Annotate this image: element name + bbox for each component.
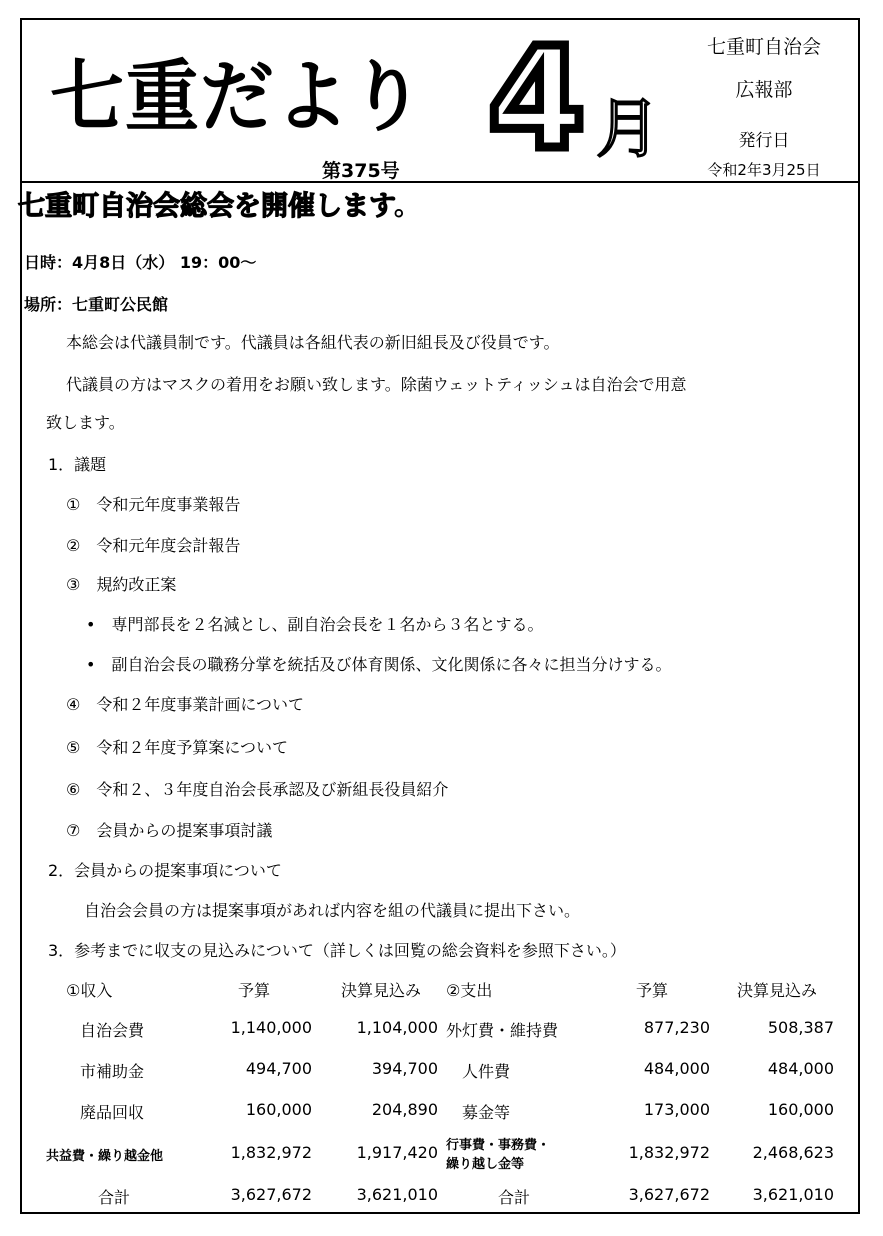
publish-label: 発行日 xyxy=(738,131,790,151)
expense-forecast-value: 2,468,623 xyxy=(752,1143,834,1162)
agenda-item: ④ 令和２年度事業計画について xyxy=(66,695,305,714)
paragraph-1: 本総会は代議員制です。代議員は各組代表の新旧組長及び役員です。 xyxy=(66,333,560,352)
expense-budget-value: 484,000 xyxy=(643,1059,710,1078)
expense-forecast-value: 508,387 xyxy=(767,1018,834,1037)
income-budget-value: 160,000 xyxy=(245,1100,312,1119)
expense-label: 募金等 xyxy=(462,1103,511,1122)
income-forecast-total: 3,621,010 xyxy=(356,1185,438,1204)
agenda-item: ⑤ 令和２年度予算案について xyxy=(66,738,289,757)
income-forecast-value: 1,104,000 xyxy=(356,1018,438,1037)
masthead xyxy=(22,20,858,183)
income-label: 自治会費 xyxy=(80,1021,145,1040)
expense-label-line1: 行事費・事務費・ xyxy=(446,1138,551,1153)
bullet-item: • 専門部長を２名減とし、副自治会長を１名から３名とする。 xyxy=(86,615,544,634)
headline-period: 。 xyxy=(393,191,421,222)
agenda-item: ① 令和元年度事業報告 xyxy=(66,495,241,514)
meeting-place: 場所：七重町公民館 xyxy=(24,295,169,314)
expense-budget-value: 1,832,972 xyxy=(628,1143,710,1162)
month-unit: 月 xyxy=(596,93,660,167)
publisher-dept: 広報部 xyxy=(735,79,793,101)
bullet-item: • 副自治会長の職務分掌を統括及び体育関係、文化関係に各々に担当分けする。 xyxy=(86,655,672,674)
section-agenda-heading: 1．議題 xyxy=(48,455,107,474)
section-budget-heading: 3．参考までに収支の見込みについて（詳しくは回覧の総会資料を参照下さい。） xyxy=(48,941,626,960)
article-headline xyxy=(18,184,421,223)
income-budget-total: 3,627,672 xyxy=(230,1185,312,1204)
income-label: 廃品回収 xyxy=(80,1103,145,1122)
expense-label: 人件費 xyxy=(462,1062,511,1081)
income-forecast-header: 決算見込み xyxy=(340,981,421,1000)
expense-forecast-value: 484,000 xyxy=(767,1059,834,1078)
month-emblem xyxy=(488,18,660,181)
issue-number: 第375号 xyxy=(322,160,400,182)
income-label: 共益費・繰り越金他 xyxy=(46,1149,164,1164)
expense-label-line2: 繰り越し金等 xyxy=(446,1157,525,1172)
expense-label: 外灯費・維持費 xyxy=(446,1021,559,1040)
expense-budget-header: 予算 xyxy=(635,981,668,1000)
expense-budget-total: 3,627,672 xyxy=(628,1185,710,1204)
headline-text: 七重町自治会総会を開催します xyxy=(18,191,394,222)
income-total-label: 合計 xyxy=(98,1188,131,1207)
publisher-block xyxy=(684,28,844,180)
agenda-item: ⑦ 会員からの提案事項討議 xyxy=(66,821,273,840)
income-forecast-value: 204,890 xyxy=(371,1100,438,1119)
income-header: ①収入 xyxy=(66,981,113,1000)
expense-total-label: 合計 xyxy=(498,1188,531,1207)
income-budget-header: 予算 xyxy=(237,981,270,1000)
expense-budget-value: 877,230 xyxy=(643,1018,710,1037)
income-forecast-value: 1,917,420 xyxy=(356,1143,438,1162)
income-forecast-value: 394,700 xyxy=(371,1059,438,1078)
publish-date: 令和2年3月25日 xyxy=(707,161,821,179)
expense-forecast-total: 3,621,010 xyxy=(752,1185,834,1204)
expense-header: ②支出 xyxy=(446,981,493,1000)
proposals-body: 自治会会員の方は提案事項があれば内容を組の代議員に提出下さい。 xyxy=(84,901,581,920)
publisher-org: 七重町自治会 xyxy=(706,36,821,58)
agenda-item: ③ 規約改正案 xyxy=(66,575,177,594)
income-budget-value: 1,832,972 xyxy=(230,1143,312,1162)
income-budget-value: 494,700 xyxy=(245,1059,312,1078)
expense-forecast-header: 決算見込み xyxy=(736,981,817,1000)
paragraph-2b: 致します。 xyxy=(46,413,125,432)
section-proposals-heading: 2．会員からの提案事項について xyxy=(48,861,282,880)
agenda-item: ⑥ 令和２、３年度自治会長承認及び新組長役員紹介 xyxy=(66,780,449,799)
income-budget-value: 1,140,000 xyxy=(230,1018,312,1037)
income-label: 市補助金 xyxy=(80,1062,145,1081)
agenda-item: ② 令和元年度会計報告 xyxy=(66,536,241,555)
expense-budget-value: 173,000 xyxy=(643,1100,710,1119)
expense-forecast-value: 160,000 xyxy=(767,1100,834,1119)
paragraph-2a: 代議員の方はマスクの着用をお願い致します。除菌ウェットティッシュは自治会で用意 xyxy=(66,375,687,394)
month-number: 4 xyxy=(488,18,586,181)
meeting-datetime: 日時：4月8日（水） 19：00～ xyxy=(24,253,257,272)
newsletter-title: 七重だより xyxy=(50,51,425,143)
